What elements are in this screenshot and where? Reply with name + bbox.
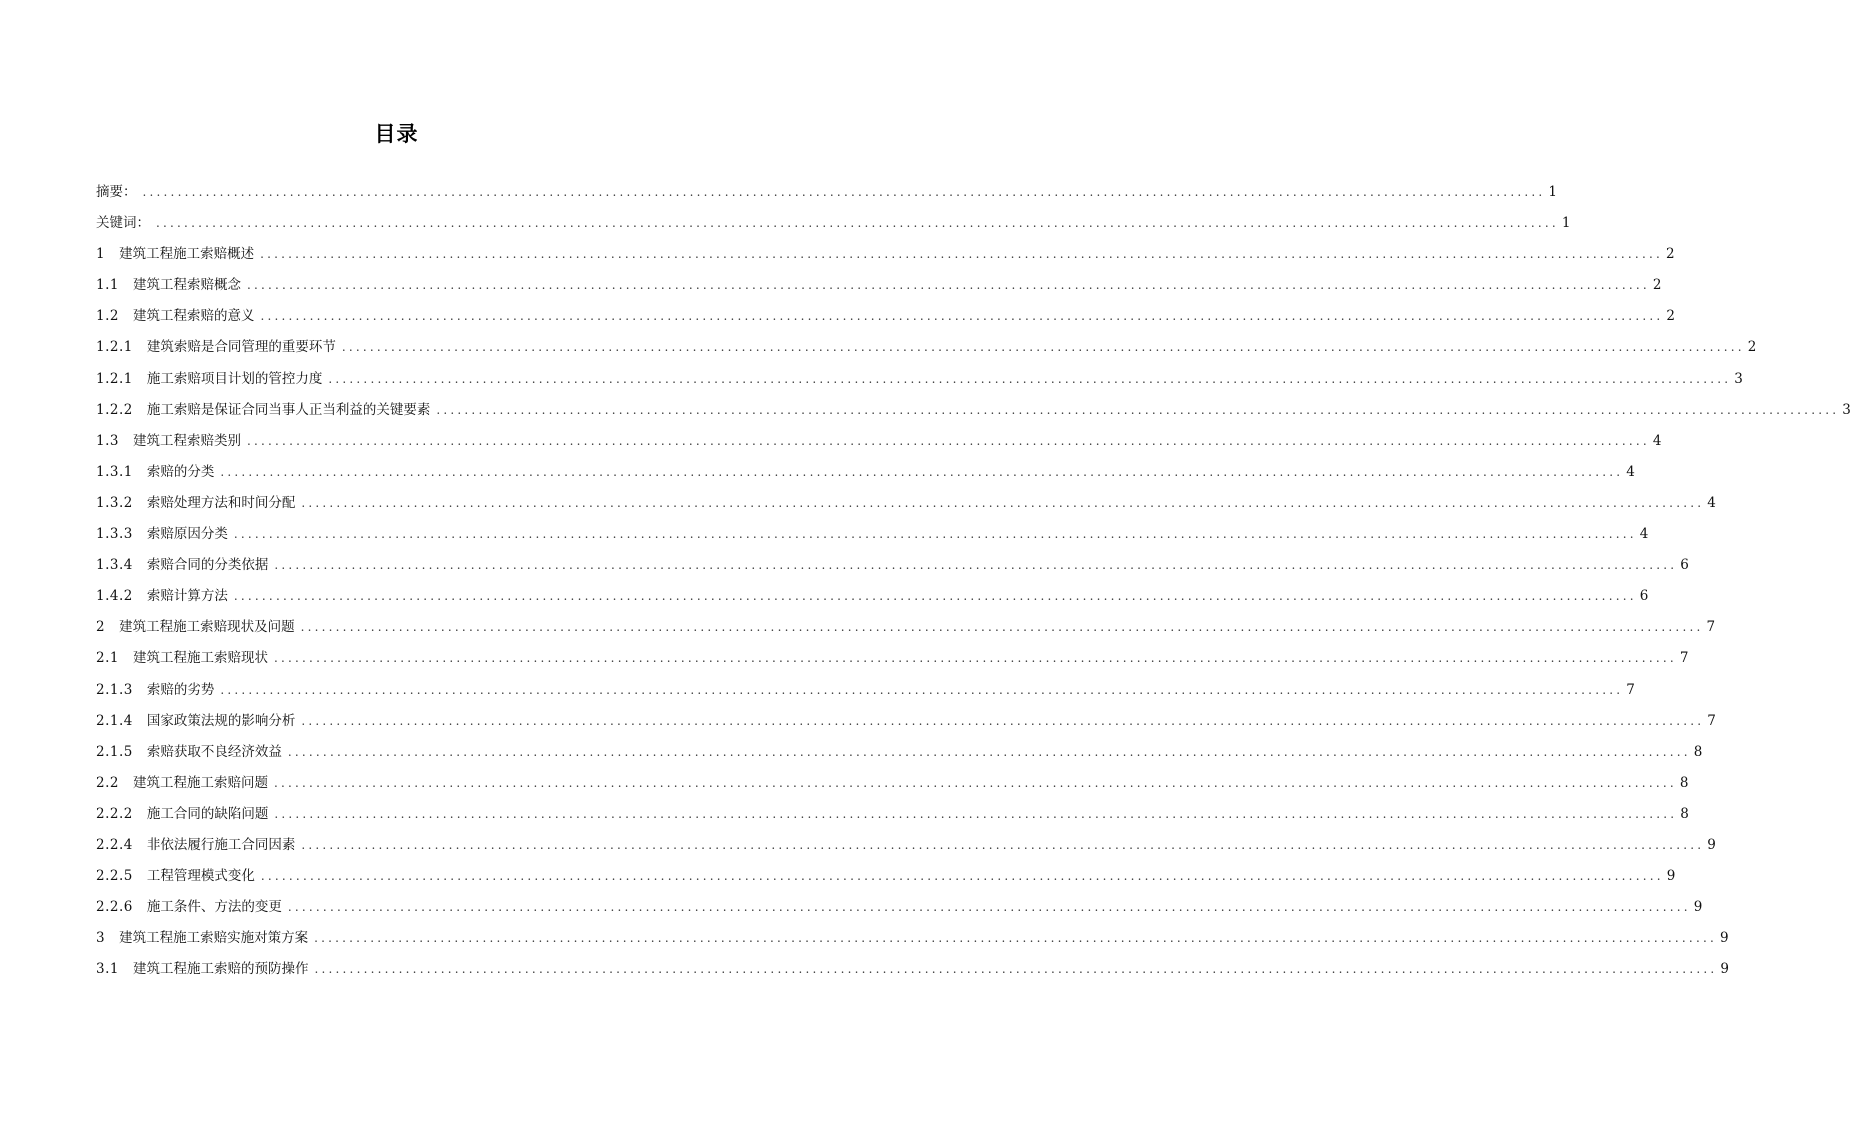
toc-entry[interactable] bbox=[96, 861, 1676, 892]
toc-entry-page: 2 bbox=[1747, 339, 1757, 356]
toc-entry[interactable] bbox=[96, 892, 1703, 923]
toc-entry-page: 9 bbox=[1693, 899, 1703, 916]
toc-dot-leader: ........................................................................................................................................................................................................ bbox=[287, 900, 1691, 915]
toc-entry-number: 2.1.4 bbox=[96, 712, 133, 729]
toc-entry[interactable] bbox=[96, 799, 1689, 830]
toc-dot-leader: ........................................................................................................................................................................................................ bbox=[220, 682, 1624, 697]
toc-entry-label: 施工条件、方法的变更 bbox=[146, 899, 282, 916]
toc-entry-label: 工程管理模式变化 bbox=[146, 868, 255, 885]
toc-dot-leader: ........................................................................................................................................................................................................ bbox=[156, 216, 1559, 231]
toc-dot-leader: ........................................................................................................................................................................................................ bbox=[314, 962, 1718, 977]
toc-entry-page: 4 bbox=[1639, 526, 1649, 543]
toc-entry-number: 1.3 bbox=[96, 432, 119, 449]
toc-entry-label: 建筑工程索赔概念 bbox=[132, 277, 241, 294]
toc-entry-page: 7 bbox=[1679, 650, 1689, 667]
toc-dot-leader: ........................................................................................................................................................................................................ bbox=[246, 278, 1650, 293]
toc-entry-page: 6 bbox=[1680, 557, 1689, 574]
toc-entry-label: 施工索赔是保证合同当事人正当利益的关键要素 bbox=[146, 401, 431, 418]
toc-entry[interactable] bbox=[96, 954, 1729, 985]
toc-entry-page: 7 bbox=[1707, 712, 1716, 729]
toc-entry-number: 1.2.1 bbox=[96, 339, 133, 356]
toc-entry-number: 2.2.4 bbox=[96, 836, 133, 853]
toc-entry[interactable] bbox=[96, 737, 1703, 768]
toc-dot-leader: ........................................................................................................................................................................................................ bbox=[301, 713, 1705, 728]
toc-entry-label: 建筑工程施工索赔的预防操作 bbox=[132, 961, 309, 978]
toc-entry-label: 国家政策法规的影响分析 bbox=[146, 712, 296, 729]
toc-entry-number: 2.2.5 bbox=[96, 868, 133, 885]
toc-entry-page: 1 bbox=[1548, 184, 1557, 200]
toc-entry[interactable] bbox=[96, 488, 1716, 519]
toc-dot-leader: ........................................................................................................................................................................................................ bbox=[436, 402, 1840, 417]
toc-entry[interactable] bbox=[96, 923, 1729, 954]
toc-entry-number: 2.1.5 bbox=[96, 743, 133, 760]
toc-entry[interactable] bbox=[96, 581, 1649, 612]
toc-entry-number: 1.2 bbox=[96, 308, 119, 325]
toc-entry-number: 2.2.6 bbox=[96, 899, 133, 916]
toc-entry-page: 2 bbox=[1666, 308, 1675, 325]
toc-entry-label: 建筑工程索赔类别 bbox=[132, 432, 241, 449]
toc-dot-leader: ........................................................................................................................................................................................................ bbox=[314, 931, 1717, 946]
toc-dot-leader: ........................................................................................................................................................................................................ bbox=[260, 247, 1663, 262]
toc-entry[interactable] bbox=[96, 239, 1675, 270]
toc-entry-number: 3.1 bbox=[96, 961, 119, 978]
toc-entry-page: 2 bbox=[1665, 246, 1675, 263]
toc-entry-number: 1.2.1 bbox=[96, 370, 133, 387]
toc-dot-leader: ........................................................................................................................................................................................................ bbox=[246, 433, 1650, 448]
toc-entry-label: 索赔合同的分类依据 bbox=[146, 557, 269, 574]
toc-entry-label: 索赔获取不良经济效益 bbox=[146, 743, 282, 760]
toc-entry-label: 施工索赔项目计划的管控力度 bbox=[146, 370, 323, 387]
toc-dot-leader: ........................................................................................................................................................................................................ bbox=[273, 775, 1677, 790]
toc-entry-page: 3 bbox=[1734, 370, 1743, 387]
toc-entry-number: 2.1.3 bbox=[96, 681, 133, 698]
toc-entry-page: 7 bbox=[1706, 619, 1716, 636]
toc-entry-number: 2 bbox=[96, 619, 106, 636]
toc-dot-leader: ........................................................................................................................................................................................................ bbox=[341, 340, 1745, 355]
toc-entry-label: 索赔计算方法 bbox=[146, 588, 228, 605]
toc-entry-page: 8 bbox=[1679, 774, 1689, 791]
toc-entry-label: 建筑工程索赔的意义 bbox=[132, 308, 255, 325]
toc-dot-leader: ........................................................................................................................................................................................................ bbox=[287, 744, 1691, 759]
toc-entry[interactable] bbox=[96, 457, 1635, 488]
toc-entry-label: 建筑索赔是合同管理的重要环节 bbox=[146, 339, 336, 356]
toc-entry-page: 9 bbox=[1707, 836, 1716, 853]
toc-dot-leader: ........................................................................................................................................................................................................ bbox=[273, 651, 1677, 666]
toc-entry-number: 1.3.4 bbox=[96, 557, 133, 574]
toc-entry-label: 非依法履行施工合同因素 bbox=[146, 836, 296, 853]
toc-entry-label: 索赔的劣势 bbox=[146, 681, 215, 698]
toc-entry-number: 1.2.2 bbox=[96, 401, 133, 418]
toc-entry-label: 索赔的分类 bbox=[146, 463, 215, 480]
toc-entry-number: 1 bbox=[96, 246, 106, 263]
toc-entry[interactable] bbox=[96, 208, 1571, 239]
toc-entry-number: 1.3.2 bbox=[96, 494, 133, 511]
toc-entry-number: 1.1 bbox=[96, 277, 119, 294]
toc-dot-leader: ........................................................................................................................................................................................................ bbox=[233, 589, 1637, 604]
toc-dot-leader: ........................................................................................................................................................................................................ bbox=[274, 806, 1678, 821]
toc-entry-number: 3 bbox=[96, 930, 106, 947]
toc-entry-number: 2.2 bbox=[96, 774, 119, 791]
toc-entry-label: 建筑工程施工索赔现状 bbox=[132, 650, 268, 667]
toc-entry-label: 摘要： bbox=[96, 184, 137, 200]
toc-entry-page: 4 bbox=[1707, 494, 1716, 511]
toc-entry-page: 9 bbox=[1666, 868, 1676, 885]
toc-entry[interactable] bbox=[96, 177, 1557, 208]
toc-dot-leader: ........................................................................................................................................................................................................ bbox=[301, 495, 1705, 510]
toc-entry-number: 1.3.3 bbox=[96, 526, 133, 543]
toc-entry[interactable] bbox=[96, 332, 1757, 363]
toc-entry-page: 4 bbox=[1652, 432, 1662, 449]
toc-entry-label: 索赔原因分类 bbox=[146, 526, 228, 543]
toc-entry-number: 2.2.2 bbox=[96, 805, 133, 822]
toc-entry-label: 施工合同的缺陷问题 bbox=[146, 805, 269, 822]
toc-entry[interactable] bbox=[96, 364, 1743, 395]
toc-dot-leader: ........................................................................................................................................................................................................ bbox=[233, 527, 1637, 542]
toc-entry-page: 4 bbox=[1626, 463, 1635, 480]
toc-entry-page: 3 bbox=[1842, 401, 1851, 418]
toc-entry-page: 6 bbox=[1639, 588, 1649, 605]
toc-entry[interactable] bbox=[96, 395, 1851, 426]
toc-entry[interactable] bbox=[96, 612, 1716, 643]
toc-dot-leader: ........................................................................................................................................................................................................ bbox=[142, 185, 1546, 199]
toc-entry[interactable] bbox=[96, 768, 1689, 799]
toc-entry-number: 1.3.1 bbox=[96, 463, 133, 480]
toc-entry[interactable] bbox=[96, 426, 1662, 457]
toc-entry-label: 建筑工程施工索赔现状及问题 bbox=[119, 619, 295, 636]
toc-entry-page: 1 bbox=[1561, 215, 1571, 232]
toc-title: 目录 bbox=[374, 122, 419, 146]
toc-entry-page: 8 bbox=[1680, 805, 1689, 822]
toc-entry-number: 2.1 bbox=[96, 650, 119, 667]
toc-entry-label: 关键词： bbox=[96, 215, 150, 232]
toc-entry-page: 9 bbox=[1720, 961, 1729, 978]
toc-entry[interactable] bbox=[96, 519, 1649, 550]
toc-dot-leader: ........................................................................................................................................................................................................ bbox=[260, 869, 1664, 884]
toc-entry[interactable] bbox=[96, 301, 1675, 332]
toc-list bbox=[96, 177, 1851, 985]
toc-entry-page: 7 bbox=[1626, 681, 1635, 698]
toc-entry-number: 1.4.2 bbox=[96, 588, 133, 605]
toc-entry[interactable] bbox=[96, 643, 1689, 674]
toc-dot-leader: ........................................................................................................................................................................................................ bbox=[328, 371, 1732, 386]
toc-entry-page: 8 bbox=[1693, 743, 1703, 760]
toc-entry-page: 9 bbox=[1719, 930, 1729, 947]
toc-entry[interactable] bbox=[96, 675, 1635, 706]
toc-entry[interactable] bbox=[96, 830, 1716, 861]
toc-entry-label: 建筑工程施工索赔概述 bbox=[119, 246, 255, 263]
toc-entry-label: 索赔处理方法和时间分配 bbox=[146, 494, 296, 511]
toc-entry[interactable] bbox=[96, 550, 1689, 581]
toc-entry-label: 建筑工程施工索赔实施对策方案 bbox=[119, 930, 309, 947]
toc-dot-leader: ........................................................................................................................................................................................................ bbox=[220, 464, 1624, 479]
toc-dot-leader: ........................................................................................................................................................................................................ bbox=[300, 620, 1704, 635]
toc-entry[interactable] bbox=[96, 706, 1716, 737]
toc-entry[interactable] bbox=[96, 270, 1662, 301]
toc-entry-label: 建筑工程施工索赔问题 bbox=[132, 774, 268, 791]
toc-dot-leader: ........................................................................................................................................................................................................ bbox=[301, 837, 1705, 852]
toc-dot-leader: ........................................................................................................................................................................................................ bbox=[274, 558, 1678, 573]
toc-entry-page: 2 bbox=[1652, 277, 1662, 294]
toc-dot-leader: ........................................................................................................................................................................................................ bbox=[260, 309, 1664, 324]
